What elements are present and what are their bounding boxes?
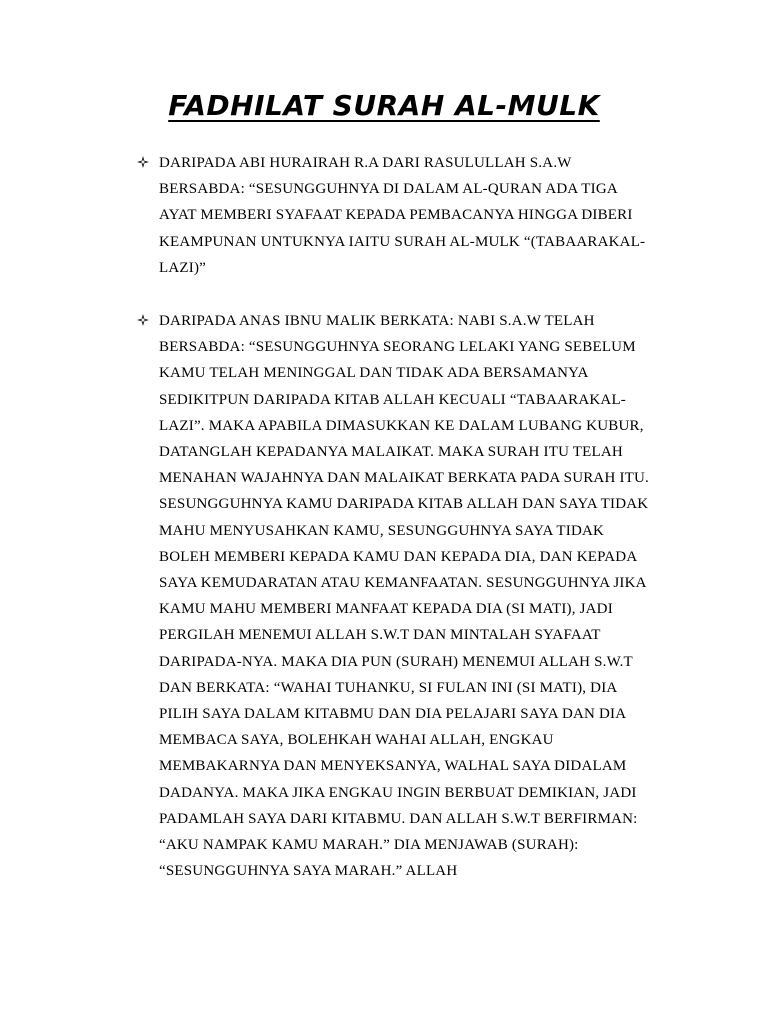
bullet-list [136, 150, 656, 884]
list-item [136, 308, 656, 884]
diamond-bullet-icon [136, 150, 152, 176]
list-item-text: DARIPADA ANAS IBNU MALIK BERKATA: NABI S.A.W TELAH BERSABDA: “SESUNGGUHNYA SEORANG LELAKI YANG SEBELUM KAMU TELAH MENINGGAL DAN TIDAK ADA BERSAMANYA SEDIKITPUN DARIPADA KITAB ALLAH KECUALI “TABAARAKAL-LAZI”. MAKA APABILA DIMASUKKAN KE DALAM LUBANG KUBUR, DATANGLAH KEPADANYA MALAIKAT. MAKA SURAH ITU TELAH MENAHAN WAJAHNYA DAN MALAIKAT BERKATA PADA SURAH ITU. SESUNGGUHNYA KAMU DARIPADA KITAB ALLAH DAN SAYA TIDAK MAHU MENYUSAHKAN KAMU, SESUNGGUHNYA SAYA TIDAK BOLEH MEMBERI KEPADA KAMU DAN KEPADA DIA, DAN KEPADA SAYA KEMUDARATAN ATAU KEMANFAATAN. SESUNGGUHNYA JIKA KAMU MAHU MEMBERI MANFAAT KEPADA DIA (SI MATI), JADI PERGILAH MENEMUI ALLAH S.W.T DAN MINTALAH SYAFAAT DARIPADA-NYA. MAKA DIA PUN (SURAH) MENEMUI ALLAH S.W.T DAN BERKATA: “WAHAI TUHANKU, SI FULAN INI (SI MATI), DIA PILIH SAYA DALAM KITABMU DAN DIA PELAJARI SAYA DAN DIA MEMBACA SAYA, BOLEHKAH WAHAI ALLAH, ENGKAU MEMBAKARNYA DAN MENYEKSANYA, WALHAL SAYA DIDALAM DADANYA. MAKA JIKA ENGKAU INGIN BERBUAT DEMIKIAN, JADI PADAMLAH SAYA DARI KITABMU. DAN ALLAH S.W.T BERFIRMAN: “AKU NAMPAK KAMU MARAH.” DIA MENJAWAB (SURAH): “SESUNGGUHNYA SAYA MARAH.” ALLAH [159, 313, 649, 880]
list-item-text: DARIPADA ABI HURAIRAH R.A DARI RASULULLAH S.A.W BERSABDA: “SESUNGGUHNYA DI DALAM AL-QURAN ADA TIGA AYAT MEMBERI SYAFAAT KEPADA PEMBACANYA HINGGA DIBERI KEAMPUNAN UNTUKNYA IAITU SURAH AL-MULK “(TABAARAKAL-LAZI)” [159, 155, 646, 276]
page-title: FADHILAT SURAH AL-MULK [168, 89, 600, 122]
diamond-bullet-icon [136, 308, 152, 334]
list-item [136, 150, 656, 281]
